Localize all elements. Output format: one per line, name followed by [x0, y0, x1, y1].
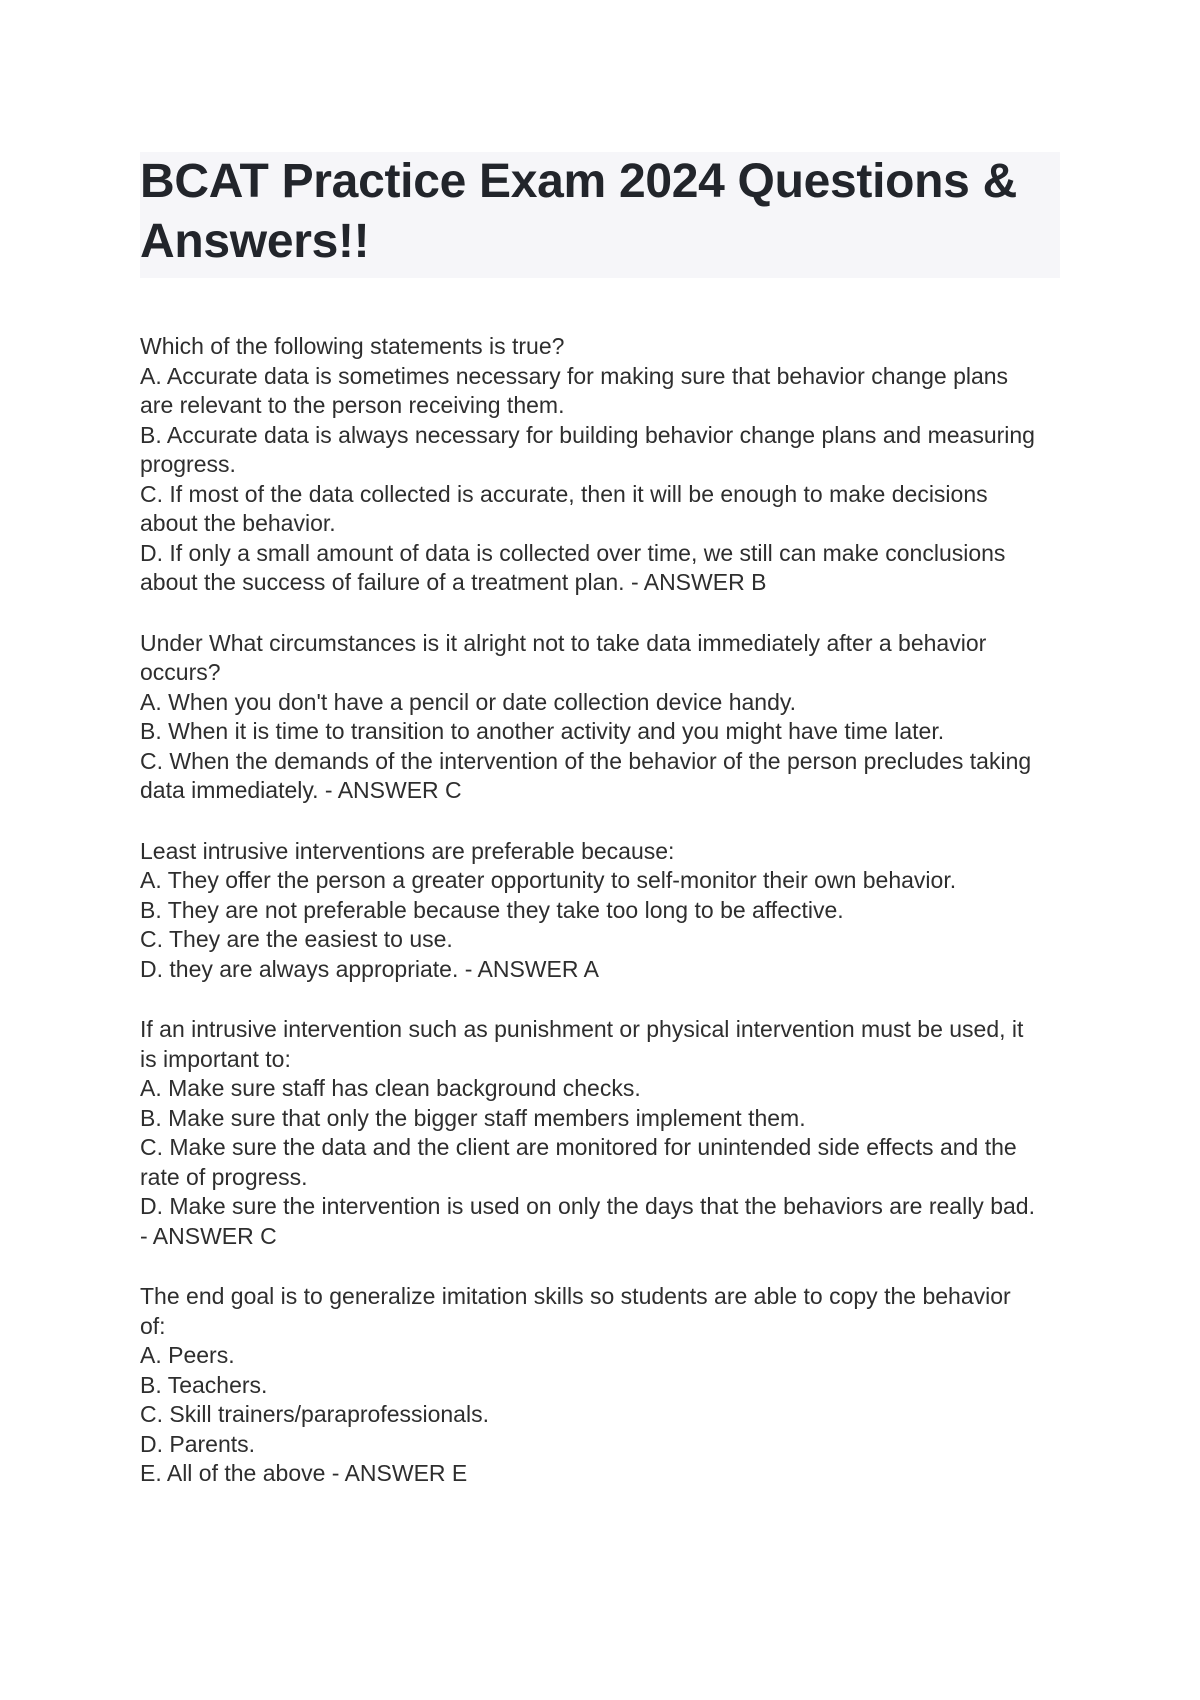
question-text-line: data immediately. - ANSWER C: [140, 777, 462, 803]
question-text-line: B. They are not preferable because they take too long to be affective.: [140, 896, 844, 923]
question-text-line: are relevant to the person receiving them.: [140, 392, 565, 418]
question-text-line: D. Make sure the intervention is used on only the days that the behaviors are really bad.: [140, 1193, 1035, 1219]
question-text-line: C. Make sure the data and the client are monitored for unintended side effects and the: [140, 1134, 1017, 1160]
question-text: Least intrusive interventions are preferable because:: [140, 837, 675, 864]
question-text-line: about the behavior.: [140, 510, 336, 536]
question-text-line: A. Peers.: [140, 1342, 235, 1368]
question-block: [140, 837, 1060, 985]
question-text: Under What circumstances is it alright not to take data immediately after a behavior: [140, 629, 987, 656]
question-text-line: D. they are always appropriate. - ANSWER A: [140, 955, 599, 982]
question-text-line: A. Make sure staff has clean background checks.: [140, 1075, 641, 1101]
question-block: [140, 1015, 1060, 1251]
question-text-line: C. When the demands of the intervention of the behavior of the person precludes taking: [140, 747, 1032, 774]
title-block: [140, 152, 1060, 278]
question-text-line: A. Accurate data is sometimes necessary for making sure that behavior change plans: [140, 362, 1009, 389]
question-text-line: B. Teachers.: [140, 1371, 268, 1398]
question-text-line: C. If most of the data collected is accurate, then it will be enough to make decisions: [140, 480, 988, 507]
question-text-line: about the success of failure of a treatment plan. - ANSWER B: [140, 569, 767, 595]
question-block: [140, 332, 1060, 598]
question-text-line: progress.: [140, 451, 236, 477]
question-text-line: B. Make sure that only the bigger staff members implement them.: [140, 1104, 806, 1131]
question-text-line: A. They offer the person a greater opportunity to self-monitor their own behavior.: [140, 867, 957, 893]
question-text-line: C. They are the easiest to use.: [140, 926, 453, 952]
page-title: [140, 152, 1060, 272]
question-text-line: - ANSWER C: [140, 1222, 277, 1249]
question-block: [140, 629, 1060, 806]
question-text: Which of the following statements is true?: [140, 333, 565, 359]
question-block: [140, 1282, 1060, 1489]
question-text-line: rate of progress.: [140, 1163, 308, 1190]
question-text-line: occurs?: [140, 659, 221, 685]
question-text-line: D. If only a small amount of data is collected over time, we still can make conclusions: [140, 539, 1006, 566]
questions-list: [140, 332, 1060, 1520]
question-text-line: B. Accurate data is always necessary for building behavior change plans and measuring: [140, 421, 1035, 448]
question-text: If an intrusive intervention such as punishment or physical intervention must be used, it: [140, 1016, 1024, 1042]
question-text-line: is important to:: [140, 1045, 291, 1072]
question-text-line: A. When you don't have a pencil or date collection device handy.: [140, 688, 797, 715]
question-text-line: B. When it is time to transition to another activity and you might have time later.: [140, 718, 945, 744]
question-text-line: D. Parents.: [140, 1430, 256, 1457]
question-text-line: of:: [140, 1312, 166, 1339]
question-text-line: C. Skill trainers/paraprofessionals.: [140, 1401, 489, 1427]
question-text: The end goal is to generalize imitation skills so students are able to copy the behavior: [140, 1283, 1011, 1309]
page-title-line: BCAT Practice Exam 2024 Questions &: [140, 155, 1017, 208]
question-text-line: E. All of the above - ANSWER E: [140, 1460, 468, 1486]
page-title-line: Answers!!: [140, 215, 370, 268]
